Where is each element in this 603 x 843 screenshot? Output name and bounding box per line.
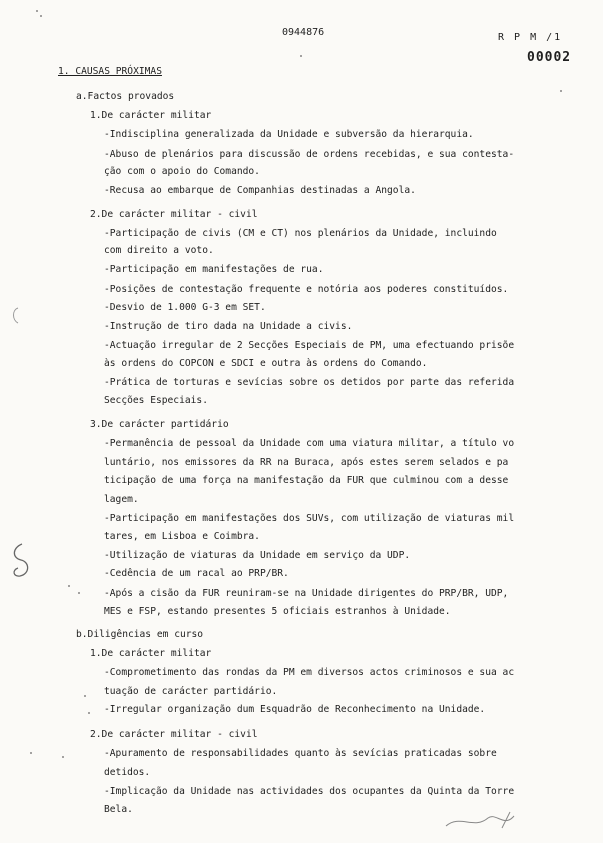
a3-heading: 3.De carácter partidário	[90, 419, 229, 430]
a2-line: com direito a voto.	[104, 245, 214, 256]
a3-line: lagem.	[104, 494, 139, 505]
scan-speck	[560, 90, 562, 92]
b2-line: -Apuramento de responsabilidades quanto às sevícias praticadas sobre	[104, 748, 497, 759]
margin-scribble-mark	[8, 540, 34, 580]
handwritten-initials-mark	[440, 806, 530, 836]
scan-speck	[78, 592, 80, 594]
scan-speck	[30, 752, 32, 754]
margin-hole-mark	[8, 305, 28, 327]
scan-speck	[300, 55, 302, 57]
page-number-stamp: 00002	[527, 50, 572, 65]
b1-line: -Comprometimento das rondas da PM em diversos actos criminosos e sua ac	[104, 667, 515, 678]
a3-line: -Utilização de viaturas da Unidade em serviço da UDP.	[104, 550, 411, 561]
a2-line: -Actuação irregular de 2 Secções Especiais de PM, uma efectuando prisõe	[104, 340, 515, 351]
document-reference: R P M /1	[498, 32, 563, 43]
subsection-b-title: b.Diligências em curso	[76, 629, 204, 640]
a2-line: -Posições de contestação frequente e notória aos poderes constituídos.	[104, 284, 509, 295]
b2-heading: 2.De carácter militar - civil	[90, 729, 258, 740]
a3-line: ticipação de uma força na manifestação da FUR que culminou com a desse	[104, 475, 509, 486]
a1-heading: 1.De carácter militar	[90, 110, 212, 121]
a3-line: MES e FSP, estando presentes 5 oficiais estranhos à Unidade.	[104, 606, 451, 617]
a1-line: ção com o apoio do Comando.	[104, 166, 260, 177]
a2-heading: 2.De carácter militar - civil	[90, 209, 258, 220]
a2-line: -Instrução de tiro dada na Unidade a civis.	[104, 321, 353, 332]
a3-line: tares, em Lisboa e Coimbra.	[104, 531, 260, 542]
document-number: 0944876	[282, 27, 325, 38]
a2-line: -Participação em manifestações de rua.	[104, 264, 324, 275]
a3-line: -Após a cisão da FUR reuniram-se na Unidade dirigentes do PRP/BR, UDP,	[104, 588, 509, 599]
scan-speck	[36, 10, 38, 12]
a2-line: -Participação de civis (CM e CT) nos plenários da Unidade, incluindo	[104, 228, 497, 239]
b1-line: -Irregular organização dum Esquadrão de Reconhecimento na Unidade.	[104, 704, 486, 715]
scan-speck	[62, 756, 64, 758]
b2-line: detidos.	[104, 767, 151, 778]
b2-line: Bela.	[104, 804, 133, 815]
a2-line: -Prática de torturas e sevícias sobre os detidos por parte das referida	[104, 377, 515, 388]
a3-line: luntário, nos emissores da RR na Buraca, após estes serem selados e pa	[104, 457, 509, 468]
a2-line: Secções Especiais.	[104, 395, 208, 406]
b1-line: tuação de carácter partidário.	[104, 686, 278, 697]
a2-line: -Desvio de 1.000 G-3 em SET.	[104, 302, 266, 313]
a1-line: -Indisciplina generalizada da Unidade e subversão da hierarquia.	[104, 129, 474, 140]
a3-line: -Participação em manifestações dos SUVs, com utilização de viaturas mil	[104, 513, 515, 524]
a1-line: -Abuso de plenários para discussão de ordens recebidas, e sua contesta-	[104, 149, 515, 160]
scan-speck	[88, 712, 90, 714]
subsection-a-title: a.Factos provados	[76, 91, 175, 102]
a3-line: -Cedência de um racal ao PRP/BR.	[104, 568, 289, 579]
scan-speck	[68, 585, 70, 587]
a1-line: -Recusa ao embarque de Companhias destinadas a Angola.	[104, 185, 416, 196]
b2-line: -Implicação da Unidade nas actividades dos ocupantes da Quinta da Torre	[104, 786, 515, 797]
b1-heading: 1.De carácter militar	[90, 648, 212, 659]
a3-line: -Permanência de pessoal da Unidade com uma viatura militar, a título vo	[104, 438, 515, 449]
a2-line: às ordens do COPCON e SDCI e outra às ordens do Comando.	[104, 358, 428, 369]
section-title: 1. CAUSAS PRÓXIMAS	[58, 66, 162, 77]
scan-speck	[40, 15, 42, 17]
scan-speck	[84, 695, 86, 697]
